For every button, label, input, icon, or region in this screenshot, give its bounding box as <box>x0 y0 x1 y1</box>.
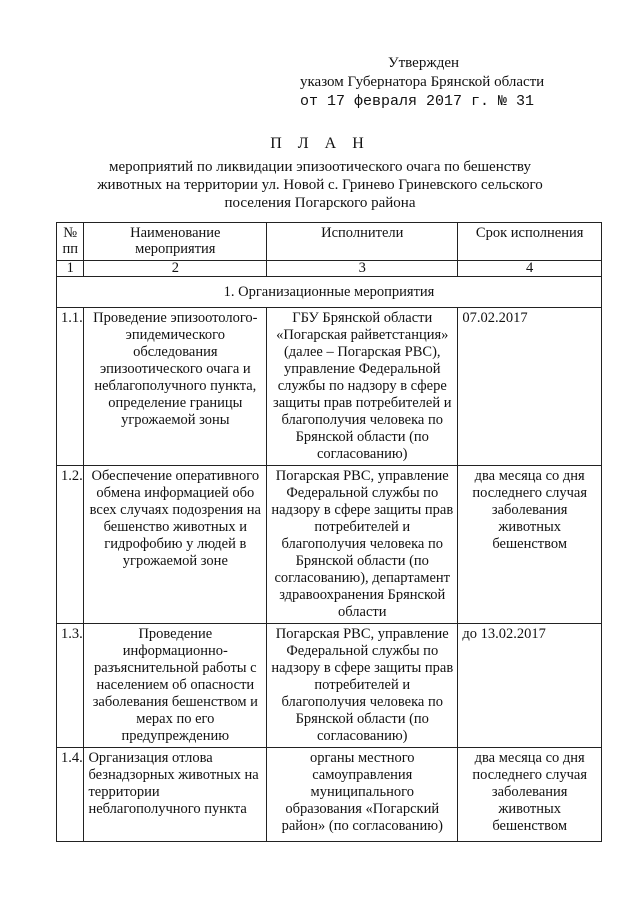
col-number-2: 2 <box>84 261 267 277</box>
approval-line-3: от 17 февраля 2017 г. № 31 <box>300 93 535 110</box>
row-executors: ГБУ Брянской области «Погарская райветстанция» (далее – Погарская РВС), управление Федеральной службы по надзору в сфере защиты прав потребителей и благополучия человека по Брянской области (по согласованию) <box>267 308 458 466</box>
subtitle-line-3: поселения Погарского района <box>224 195 416 211</box>
document-title <box>0 134 640 212</box>
row-deadline: 07.02.2017 <box>458 308 602 466</box>
subtitle-line-1: мероприятий по ликвидации эпизоотического очага по бешенству <box>108 159 532 175</box>
row-name: Организация отлова безнадзорных животных на территории неблагополучного пункта <box>84 748 267 842</box>
row-executors: Погарская РВС, управление Федеральной службы по надзору в сфере защиты прав потребителей и благополучия человека по Брянской области (по согласованию) <box>267 624 458 748</box>
row-deadline: до 13.02.2017 <box>458 624 602 748</box>
table-header-row <box>57 223 602 261</box>
row-name: Проведение эпизоотолого-эпидемического обследования эпизоотического очага и неблагополучного пункта, определение границы угрожаемой зоны <box>84 308 267 466</box>
column-number-row <box>57 261 602 277</box>
table-row <box>57 308 602 466</box>
col-number-4: 4 <box>458 261 602 277</box>
header-executors: Исполнители <box>267 223 458 261</box>
row-number: 1.4. <box>57 748 84 842</box>
row-deadline: два месяца со дня последнего случая заболевания животных бешенством <box>458 466 602 624</box>
row-executors: Погарская РВС, управление Федеральной службы по надзору в сфере защиты прав потребителей и благополучия человека по Брянской области (по согласованию), департамент здравоохранения Брянской области <box>267 466 458 624</box>
approval-stamp <box>300 54 544 111</box>
row-number: 1.1. <box>57 308 84 466</box>
approval-line-2: указом Губернатора Брянской области <box>300 74 545 90</box>
plan-heading: П Л А Н <box>270 135 370 152</box>
row-name: Проведение информационно-разъяснительной работы с населением об опасности заболевания бешенством и мерах по его предупреждению <box>84 624 267 748</box>
row-deadline: два месяца со дня последнего случая заболевания животных бешенством <box>458 748 602 842</box>
row-name: Обеспечение оперативного обмена информацией обо всех случаях подозрения на бешенство животных и гидрофобию у людей в угрожаемой зоне <box>84 466 267 624</box>
col-number-1: 1 <box>57 261 84 277</box>
approval-line-1: Утвержден <box>388 55 460 71</box>
table-row <box>57 466 602 624</box>
row-executors: органы местного самоуправления муниципального образования «Погарский район» (по согласованию) <box>267 748 458 842</box>
plan-subtitle <box>0 158 640 212</box>
row-number: 1.3. <box>57 624 84 748</box>
section-row <box>57 277 602 308</box>
section-title: 1. Организационные мероприятия <box>57 277 602 308</box>
header-deadline: Срок исполнения <box>458 223 602 261</box>
subtitle-line-2: животных на территории ул. Новой с. Гринево Гриневского сельского <box>97 177 543 193</box>
table-row <box>57 624 602 748</box>
table-row <box>57 748 602 842</box>
row-number: 1.2. <box>57 466 84 624</box>
col-number-3: 3 <box>267 261 458 277</box>
header-number: № пп <box>57 223 84 261</box>
header-name: Наименование мероприятия <box>84 223 267 261</box>
plan-table <box>56 222 602 842</box>
